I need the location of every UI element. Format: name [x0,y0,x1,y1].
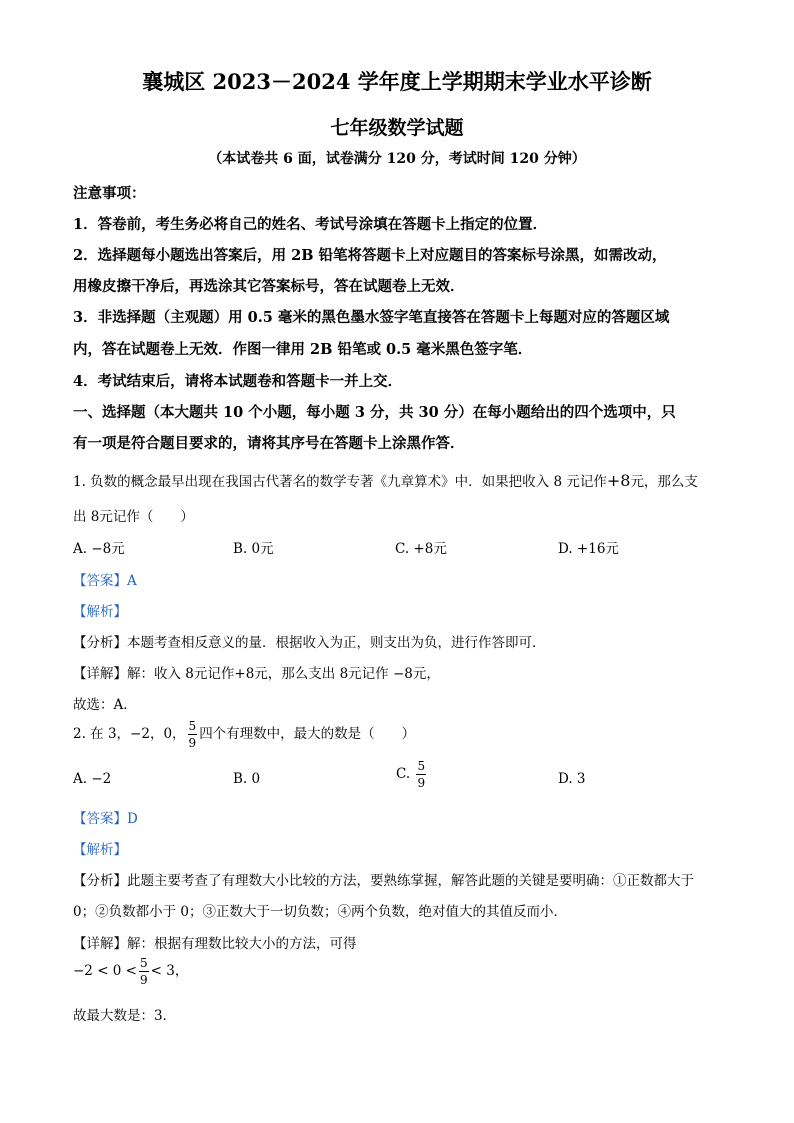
q1-stem-line1 [73,470,698,490]
q2-conclusion: 故最大数是：3． [73,1008,177,1024]
notice-item-3b: 内，答在试题卷上无效．作图一律用 2B 铅笔或 0.5 毫米黑色签字笔． [73,341,533,358]
exam-title: 襄城区 2023－2024 学年度上学期期末学业水平诊断 [142,69,652,94]
notice-item-2a: 2．选择题每小题选出答案后，用 2B 铅笔将答题卡上对应题目的答案标号涂黑，如需改动， [73,247,667,264]
section1-line1: 一、选择题（本大题共 10 个小题，每小题 3 分，共 30 分）在每小题给出的四个选项中，只 [73,404,676,421]
q2-stem-b: 四个有理数中，最大的数是（ ） [199,726,416,742]
q2-fenxi-a: 【分析】此题主要考查了有理数大小比较的方法，要熟练掌握，解答此题的关键是要明确：①正数都大于 [73,873,694,889]
q1-conclusion: 故选：A． [73,697,137,713]
notice-heading: 注意事项： [73,185,146,202]
q1-stem-b: 元，那么支 [630,474,698,490]
q2-fraction [188,720,198,749]
q2-stem-a: 2. 在 3，−2，0， [73,726,186,742]
section1-line2: 有一项是符合题目要求的，请将其序号在答题卡上涂黑作答． [73,435,465,452]
q2-option-c-denominator: 9 [417,776,426,790]
q2-stem [73,720,415,749]
q2-answer: 【答案】D [73,811,138,827]
q2-ineq-denominator: 9 [140,973,148,987]
q1-fenxi: 【分析】本题考查相反意义的量．根据收入为正，则支出为负，进行作答即可． [73,635,546,651]
q2-ineq-right: < 3， [150,963,189,979]
q2-option-a: A. −2 [73,771,112,787]
q2-option-c-numerator: 5 [417,759,426,773]
q1-stem-line2: 出 8元记作（ ） [73,509,194,525]
q2-fenxi-b: 0；②负数都小于 0；③正数大于一切负数；④两个负数，绝对值大的其值反而小． [73,904,567,920]
q1-answer: 【答案】A [73,573,137,589]
q2-xiangjie: 【详解】解：根据有理数比较大小的方法，可得 [73,936,357,952]
exam-subtitle: 七年级数学试题 [330,117,464,139]
q2-fraction-denominator: 9 [188,736,197,750]
q2-ineq-numerator: 5 [140,956,148,970]
q2-inequality [73,957,188,986]
q1-option-a: A. −8元 [73,541,125,557]
q1-option-b: B. 0元 [233,541,274,557]
q2-option-c-label: C. [396,766,411,782]
q1-stem-a: 1. 负数的概念最早出现在我国古代著名的数学专著《九章算术》中．如果把收入 8 元记作 [73,474,607,490]
q2-option-d: D. 3 [558,771,586,787]
notice-item-4: 4．考试结束后，请将本试题卷和答题卡一并上交． [73,373,403,390]
q2-option-c-fraction [416,760,426,789]
q1-xiangjie: 【详解】解：收入 8元记作+8元，那么支出 8元记作 −8元， [73,666,440,682]
exam-note: （本试卷共 6 面，试卷满分 120 分，考试时间 120 分钟） [208,151,586,167]
q2-option-c [396,760,428,789]
q1-analysis-label: 【解析】 [73,604,127,620]
q1-option-c: C. +8元 [395,541,447,557]
q2-ineq-fraction [139,957,149,986]
q2-ineq-left: −2 < 0 < [73,963,137,979]
q1-option-d: D. +16元 [558,541,619,557]
q2-fraction-numerator: 5 [188,719,197,733]
notice-item-3a: 3．非选择题（主观题）用 0.5 毫米的黑色墨水签字笔直接答在答题卡上每题对应的答题区域 [73,309,670,326]
q2-analysis-label: 【解析】 [73,842,127,858]
q2-option-b: B. 0 [233,771,261,787]
q1-stem-plus: +8 [606,471,631,490]
notice-item-2b: 用橡皮擦干净后，再选涂其它答案标号，答在试题卷上无效． [73,278,465,295]
notice-item-1: 1．答卷前，考生务必将自己的姓名、考试号涂填在答题卡上指定的位置． [73,216,548,233]
